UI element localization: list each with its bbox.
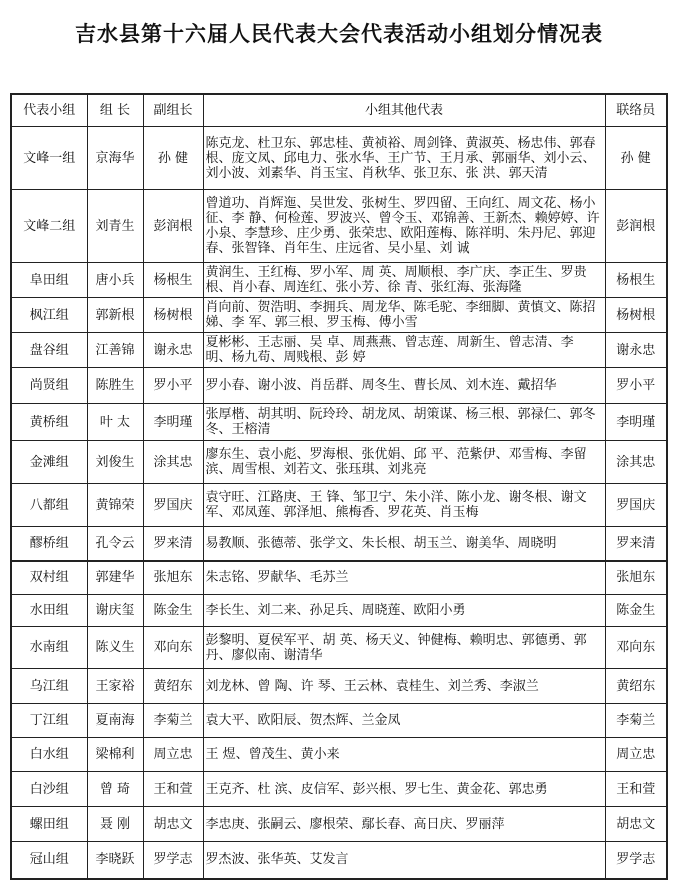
deputy-cell: 杨树根 <box>143 298 203 333</box>
liaison-cell: 胡忠文 <box>605 807 667 842</box>
group-cell: 八都组 <box>11 484 87 527</box>
deputy-cell: 杨根生 <box>143 263 203 298</box>
table-row <box>11 561 667 595</box>
members-cell: 王克齐、杜 滨、皮信军、彭兴根、罗七生、黄金花、郭忠勇 <box>203 772 605 807</box>
liaison-cell: 王和萱 <box>605 772 667 807</box>
members-cell: 罗杰波、张华英、艾发言 <box>203 842 605 879</box>
group-cell: 尚贤组 <box>11 368 87 404</box>
members-cell: 夏彬彬、王志丽、吴 卓、周燕燕、曾志莲、周新生、曾志清、李 明、杨九苟、周贱根、彭 婷 <box>203 333 605 368</box>
table-row <box>11 527 667 561</box>
group-cell: 文峰一组 <box>11 127 87 190</box>
deputy-cell: 陈金生 <box>143 595 203 627</box>
deputy-cell: 黄绍东 <box>143 669 203 704</box>
leader-cell: 郭建华 <box>87 561 143 595</box>
deputy-cell: 邓向东 <box>143 627 203 669</box>
group-cell: 白水组 <box>11 738 87 772</box>
leader-cell: 郭新根 <box>87 298 143 333</box>
deputy-cell: 谢永忠 <box>143 333 203 368</box>
members-cell: 廖东生、袁小彪、罗海根、张优娟、邱 平、范紫伊、邓雪梅、李留滨、周雪根、刘若文、张珏琪、刘兆亮 <box>203 441 605 484</box>
leader-cell: 陈胜生 <box>87 368 143 404</box>
liaison-cell: 罗学志 <box>605 842 667 879</box>
liaison-cell: 孙 健 <box>605 127 667 190</box>
members-cell: 张厚楷、胡其明、阮玲玲、胡龙凤、胡策谋、杨三根、郭禄仁、郭冬冬、王榕清 <box>203 404 605 441</box>
deputy-cell: 胡忠文 <box>143 807 203 842</box>
liaison-cell: 杨根生 <box>605 263 667 298</box>
members-cell: 肖向前、贺浩明、李拥兵、周龙华、陈毛驼、李细脚、黄慎文、陈招娣、李 军、郭三根、罗玉梅、傅小雪 <box>203 298 605 333</box>
leader-cell: 孔令云 <box>87 527 143 561</box>
deputy-cell: 王和萱 <box>143 772 203 807</box>
deputy-cell: 周立忠 <box>143 738 203 772</box>
liaison-cell: 罗来清 <box>605 527 667 561</box>
group-cell: 丁江组 <box>11 704 87 738</box>
group-cell: 乌江组 <box>11 669 87 704</box>
liaison-cell: 黄绍东 <box>605 669 667 704</box>
leader-cell: 王家裕 <box>87 669 143 704</box>
deputy-cell: 罗小平 <box>143 368 203 404</box>
leader-cell: 黄锦荣 <box>87 484 143 527</box>
table-row <box>11 842 667 879</box>
members-cell: 袁守旺、江路庚、王 锋、邹卫宁、朱小洋、陈小龙、谢冬根、谢文军、邓凤莲、郭泽旭、熊梅香、罗花英、肖玉梅 <box>203 484 605 527</box>
group-cell: 金滩组 <box>11 441 87 484</box>
leader-cell: 李晓跃 <box>87 842 143 879</box>
leader-cell: 刘俊生 <box>87 441 143 484</box>
table-row <box>11 298 667 333</box>
table-row <box>11 441 667 484</box>
leader-cell: 刘青生 <box>87 190 143 263</box>
group-cell: 文峰二组 <box>11 190 87 263</box>
deputy-cell: 张旭东 <box>143 561 203 595</box>
deputy-cell: 孙 健 <box>143 127 203 190</box>
group-cell: 枫江组 <box>11 298 87 333</box>
table-row <box>11 669 667 704</box>
header-group: 代表小组 <box>11 94 87 127</box>
deputy-cell: 彭润根 <box>143 190 203 263</box>
leader-cell: 江善锦 <box>87 333 143 368</box>
header-row <box>11 94 667 127</box>
table-row <box>11 190 667 263</box>
table-row <box>11 368 667 404</box>
deputy-cell: 罗来清 <box>143 527 203 561</box>
group-cell: 双村组 <box>11 561 87 595</box>
leader-cell: 京海华 <box>87 127 143 190</box>
liaison-cell: 张旭东 <box>605 561 667 595</box>
members-cell: 曾道功、肖辉迤、吴世发、张树生、罗四留、王向红、周文花、杨小征、李 静、何检莲、罗波兴、曾令玉、邓锦善、王新杰、赖婷婷、许小泉、李慧珍、庄少勇、张荣忠、欧阳莲梅、陈祥明、朱丹尼、郭迎春、张智锋、肖年生、庄远省、吴小星、刘 诚 <box>203 190 605 263</box>
members-cell: 李长生、刘二来、孙足兵、周晓莲、欧阳小勇 <box>203 595 605 627</box>
liaison-cell: 陈金生 <box>605 595 667 627</box>
table-row <box>11 772 667 807</box>
group-cell: 阜田组 <box>11 263 87 298</box>
liaison-cell: 杨树根 <box>605 298 667 333</box>
members-cell: 袁大平、欧阳辰、贺杰辉、兰金凤 <box>203 704 605 738</box>
liaison-cell: 邓向东 <box>605 627 667 669</box>
members-cell: 黄润生、王红梅、罗小军、周 英、周顺根、李广庆、李正生、罗贵根、肖小春、周连红、张小芳、徐 青、张红海、张海隆 <box>203 263 605 298</box>
table-row <box>11 704 667 738</box>
header-liaison: 联络员 <box>605 94 667 127</box>
liaison-cell: 涂其忠 <box>605 441 667 484</box>
members-cell: 易教顺、张德蒂、张学文、朱长根、胡玉兰、谢美华、周晓明 <box>203 527 605 561</box>
liaison-cell: 李菊兰 <box>605 704 667 738</box>
table-row <box>11 333 667 368</box>
liaison-cell: 周立忠 <box>605 738 667 772</box>
deputy-cell: 李菊兰 <box>143 704 203 738</box>
table-row <box>11 738 667 772</box>
leader-cell: 陈义生 <box>87 627 143 669</box>
leader-cell: 梁棉利 <box>87 738 143 772</box>
group-cell: 醪桥组 <box>11 527 87 561</box>
group-cell: 螺田组 <box>11 807 87 842</box>
deputy-cell: 李明瑾 <box>143 404 203 441</box>
page-title: 吉水县第十六届人民代表大会代表活动小组划分情况表 <box>75 22 603 46</box>
members-cell: 罗小春、谢小波、肖岳群、周冬生、曹长凤、刘木连、戴招华 <box>203 368 605 404</box>
group-cell: 水南组 <box>11 627 87 669</box>
liaison-cell: 罗国庆 <box>605 484 667 527</box>
members-cell: 彭黎明、夏侯军平、胡 英、杨天义、钟健梅、赖明忠、郭德勇、郭 丹、廖似南、谢清华 <box>203 627 605 669</box>
members-cell: 王 煜、曾茂生、黄小来 <box>203 738 605 772</box>
leader-cell: 唐小兵 <box>87 263 143 298</box>
table-row <box>11 627 667 669</box>
liaison-cell: 罗小平 <box>605 368 667 404</box>
group-cell: 冠山组 <box>11 842 87 879</box>
deputy-cell: 涂其忠 <box>143 441 203 484</box>
table-row <box>11 263 667 298</box>
roster-table <box>10 93 668 880</box>
group-cell: 白沙组 <box>11 772 87 807</box>
header-leader: 组 长 <box>87 94 143 127</box>
liaison-cell: 李明瑾 <box>605 404 667 441</box>
roster-body <box>11 127 667 879</box>
header-deputy: 副组长 <box>143 94 203 127</box>
leader-cell: 谢庆玺 <box>87 595 143 627</box>
table-row <box>11 807 667 842</box>
group-cell: 黄桥组 <box>11 404 87 441</box>
table-row <box>11 127 667 190</box>
members-cell: 李忠庚、张嗣云、廖根荣、鄢长春、高日庆、罗丽萍 <box>203 807 605 842</box>
leader-cell: 聂 刚 <box>87 807 143 842</box>
table-row <box>11 484 667 527</box>
header-members: 小组其他代表 <box>203 94 605 127</box>
leader-cell: 曾 琦 <box>87 772 143 807</box>
leader-cell: 夏南海 <box>87 704 143 738</box>
table-row <box>11 595 667 627</box>
deputy-cell: 罗国庆 <box>143 484 203 527</box>
members-cell: 刘龙林、曾 陶、许 琴、王云林、袁桂生、刘兰秀、李淑兰 <box>203 669 605 704</box>
leader-cell: 叶 太 <box>87 404 143 441</box>
group-cell: 水田组 <box>11 595 87 627</box>
members-cell: 陈克龙、杜卫东、郭忠桂、黄祯裕、周剑锋、黄淑英、杨忠伟、郭春根、庞文凤、邱电力、张水华、王广节、王月承、郭丽华、刘小云、刘小波、刘素华、肖玉宝、肖秋华、张卫东、张 洪、郭天清 <box>203 127 605 190</box>
members-cell: 朱志铭、罗献华、毛苏兰 <box>203 561 605 595</box>
liaison-cell: 谢永忠 <box>605 333 667 368</box>
liaison-cell: 彭润根 <box>605 190 667 263</box>
table-row <box>11 404 667 441</box>
deputy-cell: 罗学志 <box>143 842 203 879</box>
group-cell: 盘谷组 <box>11 333 87 368</box>
